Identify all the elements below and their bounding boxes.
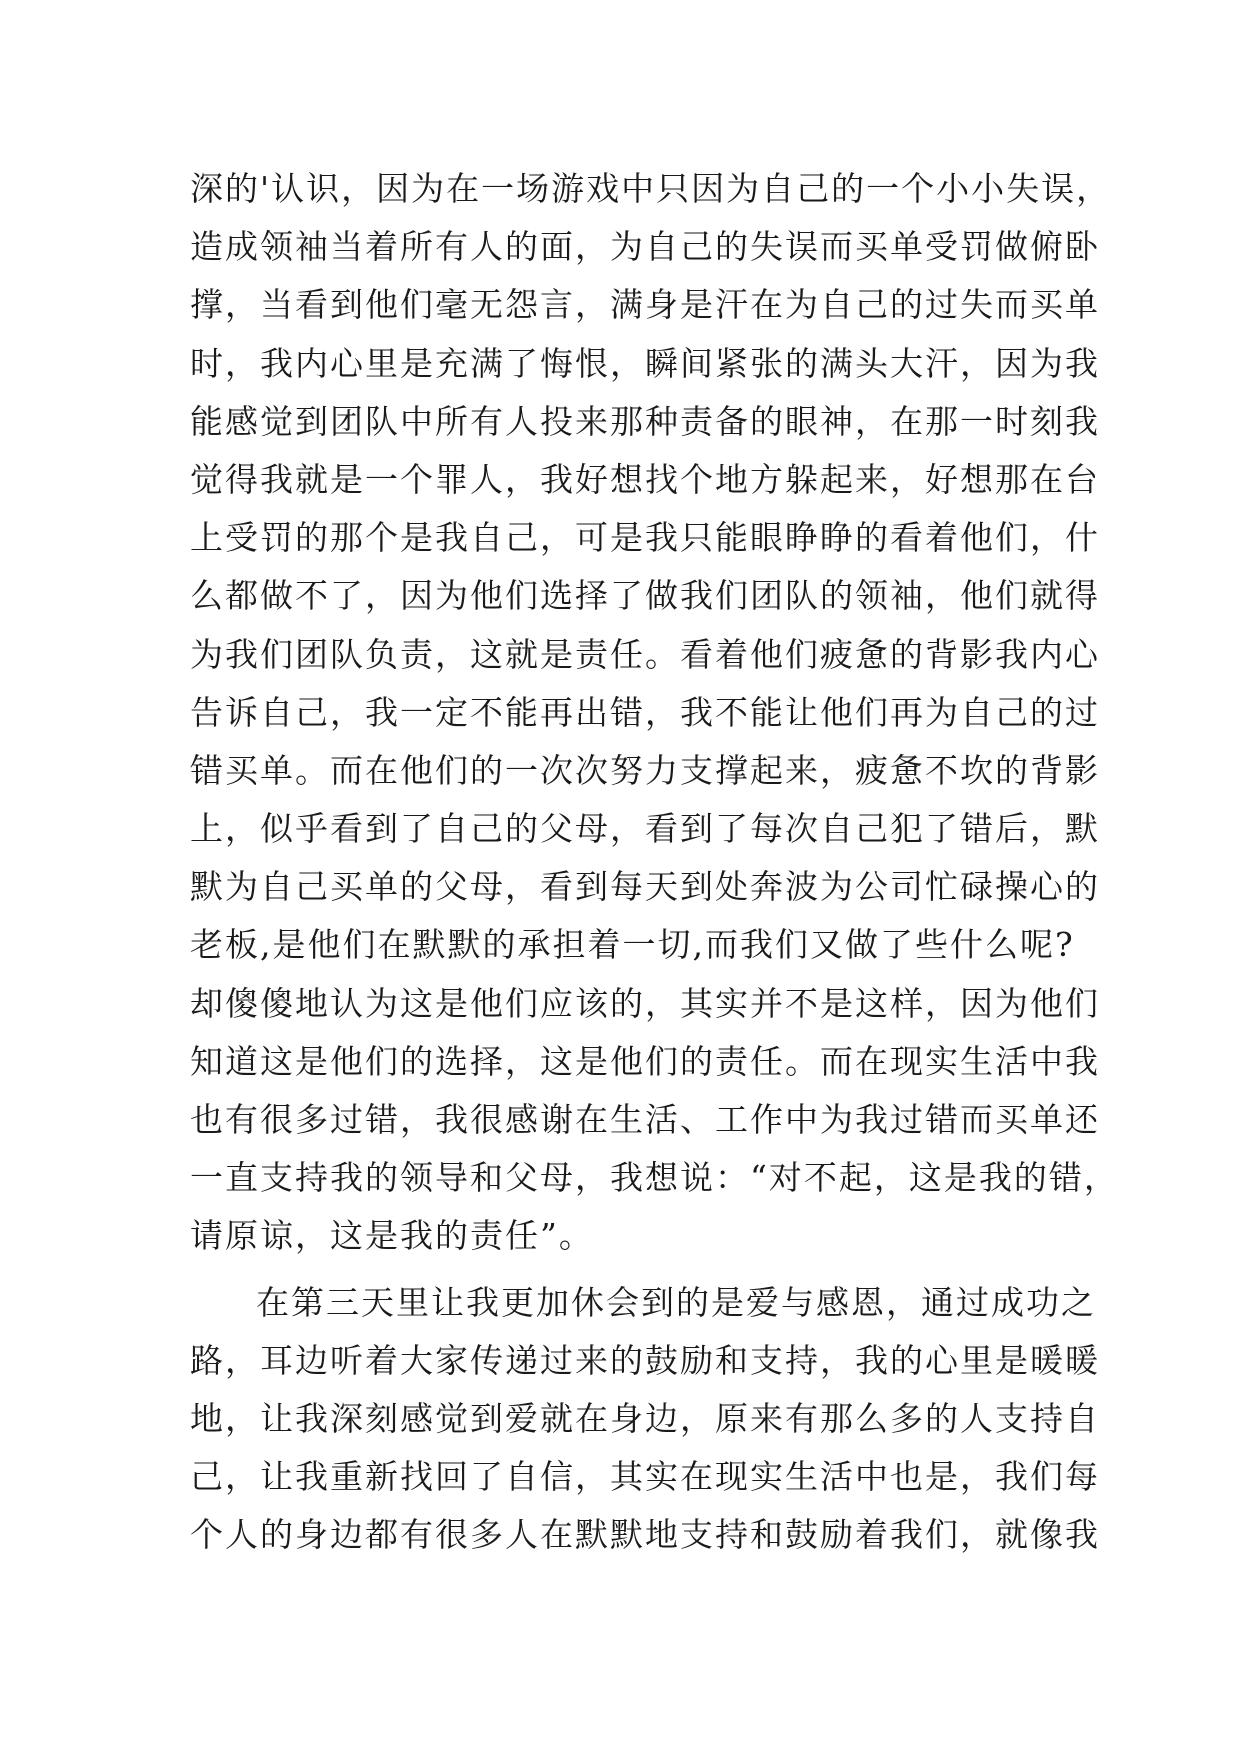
text-line: 在第三天里让我更加休会到的是爱与感恩，通过成功之 <box>256 1282 1096 1322</box>
text-line: 也有很多过错，我很感谢在生活、工作中为我过错而买单还 <box>190 1100 1100 1139</box>
text-line: 为我们团队负责，这就是责任。看着他们疲惫的背影我内心 <box>190 634 1100 674</box>
text-line: 错买单。而在他们的一次次努力支撑起来，疲惫不坎的背影 <box>190 750 1100 790</box>
text-line: 能感觉到团队中所有人投来那种责备的眼神，在那一时刻我 <box>190 401 1100 441</box>
text-line: 老板,是他们在默默的承担着一切,而我们又做了些什么呢? <box>190 925 1075 965</box>
text-line: 上，似乎看到了自己的父母，看到了每次自己犯了错后，默 <box>190 809 1100 849</box>
text-line: 请原谅，这是我的责任”。 <box>190 1216 594 1256</box>
text-line: 么都做不了，因为他们选择了做我们团队的领袖，他们就得 <box>190 576 1100 616</box>
text-line: 造成领袖当着所有人的面，为自己的失误而买单受罚做俯卧 <box>190 227 1100 267</box>
text-line: 上受罚的那个是我自己，可是我只能眼睁睁的看着他们，什 <box>190 518 1100 558</box>
text-line: 一直支持我的领导和父母，我想说：“对不起，这是我的错， <box>190 1158 1119 1198</box>
paragraph-gap <box>190 1266 1070 1274</box>
text-line: 知道这是他们的选择，这是他们的责任。而在现实生活中我 <box>190 1041 1100 1081</box>
text-line: 己，让我重新找回了自信，其实在现实生活中也是，我们每 <box>190 1457 1100 1497</box>
text-line: 个人的身边都有很多人在默默地支持和鼓励着我们，就像我 <box>190 1515 1100 1555</box>
text-line: 撑，当看到他们毫无怨言，满身是汗在为自己的过失而买单 <box>190 285 1100 325</box>
text-line: 却傻傻地认为这是他们应该的，其实并不是这样，因为他们 <box>190 983 1100 1023</box>
body-text <box>190 160 1119 1565</box>
text-line: 时，我内心里是充满了悔恨，瞬间紧张的满头大汗，因为我 <box>190 343 1100 383</box>
text-line: 告诉自己，我一定不能再出错，我不能让他们再为自己的过 <box>190 692 1100 732</box>
text-line: 默为自己买单的父母，看到每天到处奔波为公司忙碌操心的 <box>190 867 1100 907</box>
paragraph-1 <box>190 160 1119 1266</box>
text-line: 觉得我就是一个罪人，我好想找个地方躲起来，好想那在台 <box>190 459 1100 499</box>
text-line: 地，让我深刻感觉到爱就在身边，原来有那么多的人支持自 <box>190 1398 1100 1438</box>
text-line: 深的'认识，因为在一场游戏中只因为自己的一个小小失误， <box>190 169 1112 208</box>
text-line: 路，耳边听着大家传递过来的鼓励和支持，我的心里是暖暖 <box>190 1340 1100 1380</box>
paragraph-2 <box>190 1274 1100 1565</box>
